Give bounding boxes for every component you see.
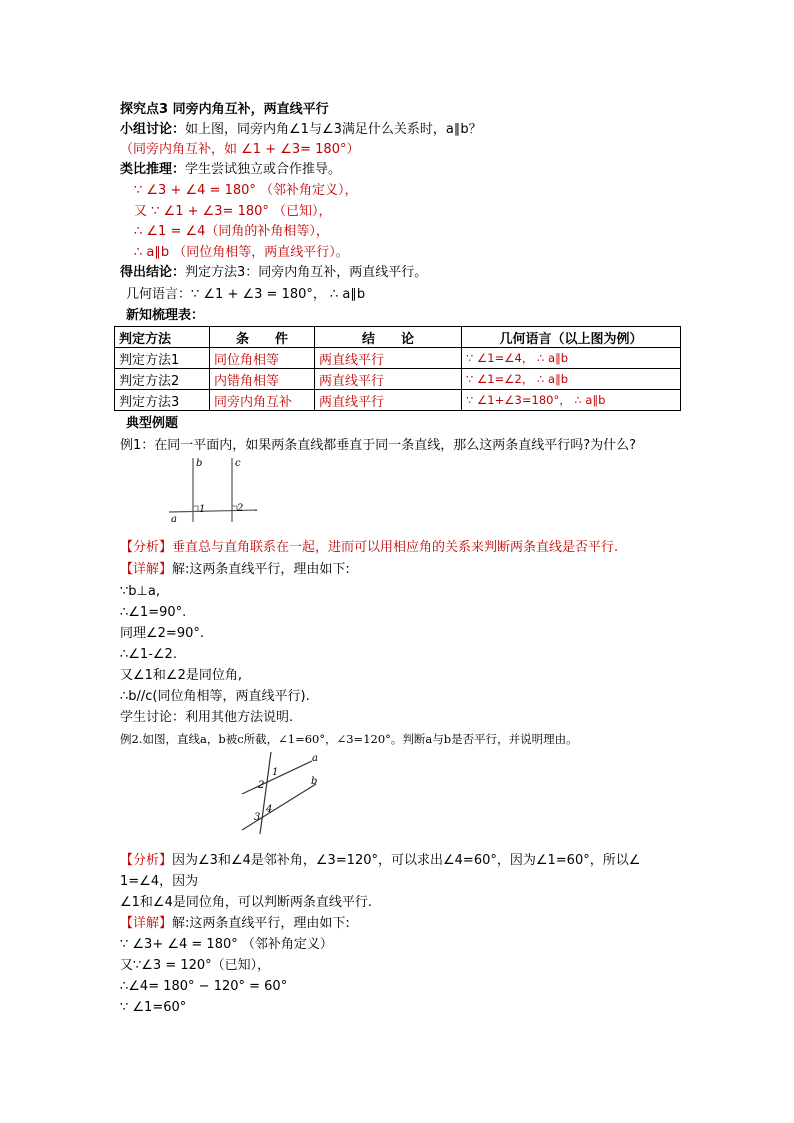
proof-step-1: ∵ ∠3 + ∠4 = 180° （邻补角定义）， — [134, 183, 358, 198]
table-header: 条 件 — [210, 327, 315, 348]
analogy-label: 类比推理： — [120, 162, 186, 177]
example2-step: ∵ ∠1=60° — [120, 1000, 187, 1015]
line-b — [242, 784, 316, 830]
label-angle-2: 2 — [258, 780, 265, 791]
example1-step: ∴b//c(同位角相等，两直线平行). — [120, 689, 310, 704]
example2-step: ∴∠4= 180° − 120° = 60° — [120, 979, 288, 994]
example2-detail — [120, 914, 350, 934]
conclusion-line — [120, 263, 427, 283]
label-a: a — [171, 514, 177, 525]
example1-step: ∴∠1=90°. — [120, 605, 187, 620]
table-cell: 两直线平行 — [315, 369, 462, 390]
analogy-text: 学生尝试独立或合作推导。 — [185, 162, 342, 177]
label-a: a — [312, 753, 318, 764]
table-header: 结 论 — [315, 327, 462, 348]
discussion-answer: （同旁内角互补，如 ∠1 + ∠3= 180°） — [120, 142, 360, 157]
examples-heading: 典型例题 — [126, 416, 179, 431]
table-header: 几何语言（以上图为例） — [462, 327, 681, 348]
detail-text: 解:这两条直线平行，理由如下: — [172, 916, 350, 931]
table-cell: 判定方法2 — [115, 369, 210, 390]
label-angle-1: 1 — [199, 504, 206, 515]
label-b: b — [311, 776, 318, 787]
summary-table-label: 新知梳理表： — [126, 308, 205, 323]
example2-analysis-cont: ∠1和∠4是同位角，可以判断两条直线平行. — [120, 895, 372, 910]
table-row — [115, 390, 681, 411]
table-row — [115, 348, 681, 369]
example1-analysis — [120, 538, 618, 558]
summary-table — [114, 326, 681, 411]
example1-step: 又∠1和∠2是同位角, — [120, 668, 242, 683]
section-title: 探究点3 同旁内角互补，两直线平行 — [120, 102, 329, 117]
example1-step: ∴∠1-∠2. — [120, 647, 177, 662]
example1-step: 同理∠2=90°. — [120, 626, 204, 641]
analysis-tag: 【分析】 — [120, 853, 173, 868]
table-header: 判定方法 — [115, 327, 210, 348]
label-angle-4: 4 — [266, 804, 273, 815]
discussion-text: 如上图，同旁内角∠1与∠3满足什么关系时，a∥b？ — [185, 122, 482, 137]
table-cell: 内错角相等 — [210, 369, 315, 390]
geometry-language: 几何语言：∵ ∠1 + ∠3 = 180°， ∴ a∥b — [126, 287, 366, 302]
table-cell: ∵ ∠1=∠4， ∴ a∥b — [462, 348, 681, 369]
table-cell: 同旁内角互补 — [210, 390, 315, 411]
label-angle-1: 1 — [272, 767, 279, 778]
table-cell: 判定方法1 — [115, 348, 210, 369]
example1-step: ∵b⊥a, — [120, 584, 160, 599]
right-angle-mark — [193, 506, 198, 511]
example2-analysis — [120, 851, 640, 871]
proof-step-2: 又 ∵ ∠1 + ∠3= 180° （已知）， — [134, 204, 332, 219]
table-row — [115, 369, 681, 390]
example2-step: ∵ ∠3+ ∠4 = 180° （邻补角定义） — [120, 937, 333, 952]
example2-question: 例2.如图，直线a，b被c所截，∠1=60°，∠3=120°。判断a与b是否平行，并说明理由。 — [120, 732, 578, 746]
line-a — [169, 510, 257, 512]
analogy-line — [120, 160, 341, 180]
table-cell: 同位角相等 — [210, 348, 315, 369]
example2-analysis-cont: 1=∠4，因为 — [120, 874, 199, 889]
table-cell: ∵ ∠1=∠2， ∴ a∥b — [462, 369, 681, 390]
table-cell: 两直线平行 — [315, 390, 462, 411]
detail-tag: 【详解】 — [120, 916, 173, 931]
line-c — [260, 752, 271, 834]
conclusion-text: 判定方法3：同旁内角互补，两直线平行。 — [185, 265, 428, 280]
label-angle-3: 3 — [254, 812, 261, 823]
proof-step-4: ∴ a∥b （同位角相等，两直线平行）。 — [134, 245, 349, 260]
detail-tag: 【详解】 — [120, 562, 173, 577]
label-b: b — [196, 458, 203, 469]
example1-question: 例1：在同一平面内，如果两条直线都垂直于同一条直线，那么这两条直线平行吗?为什么? — [120, 438, 637, 453]
analysis-text: 垂直总与直角联系在一起，进而可以用相应角的关系来判断两条直线是否平行. — [172, 540, 619, 555]
example1-detail — [120, 560, 350, 580]
analysis-text: 因为∠3和∠4是邻补角，∠3=120°，可以求出∠4=60°，因为∠1=60°，所以∠ — [172, 853, 641, 868]
student-discussion: 学生讨论：利用其他方法说明. — [120, 710, 294, 725]
label-angle-2: 2 — [237, 503, 244, 514]
example2-figure — [238, 750, 328, 836]
proof-step-3: ∴ ∠1 = ∠4（同角的补角相等）， — [134, 224, 329, 239]
conclusion-label: 得出结论： — [120, 265, 186, 280]
table-cell: 判定方法3 — [115, 390, 210, 411]
discussion-label: 小组讨论： — [120, 122, 186, 137]
analysis-tag: 【分析】 — [120, 540, 173, 555]
example1-figure — [165, 456, 265, 526]
table-header-row — [115, 327, 681, 348]
table-cell: 两直线平行 — [315, 348, 462, 369]
detail-text: 解:这两条直线平行，理由如下: — [172, 562, 350, 577]
label-c: c — [235, 458, 241, 469]
example2-step: 又∵∠3 = 120°（已知）， — [120, 958, 271, 973]
table-cell: ∵ ∠1+∠3=180°， ∴ a∥b — [462, 390, 681, 411]
discussion-line — [120, 120, 482, 140]
